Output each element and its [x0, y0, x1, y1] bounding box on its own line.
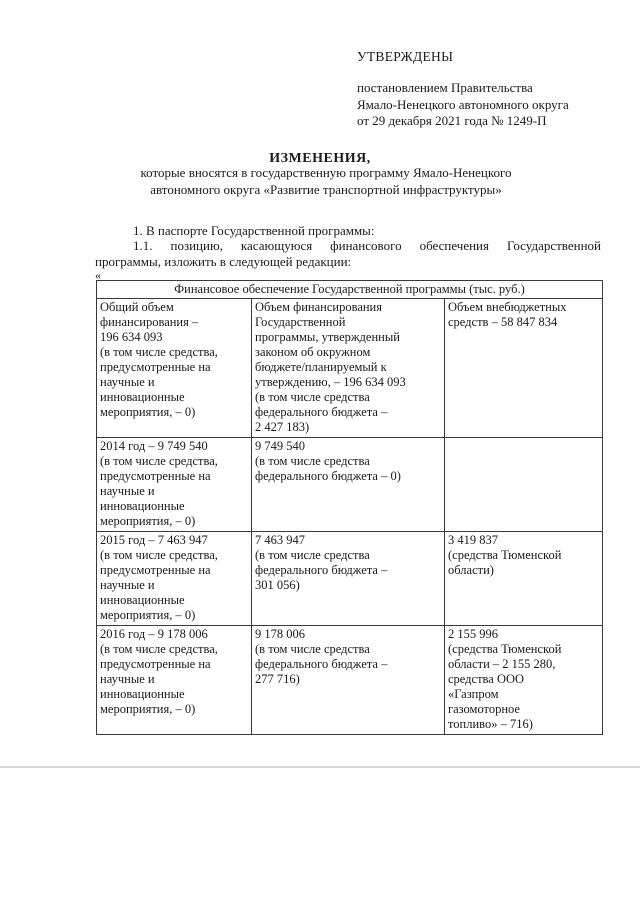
table-cell	[97, 626, 252, 735]
cell-text-line: Объем финансирования	[255, 300, 382, 314]
cell-text-line: области – 2 155 280,	[448, 657, 556, 671]
table-cell	[445, 438, 603, 532]
cell-text-line: научные и	[100, 484, 155, 498]
cell-text-line: 2 427 183)	[255, 420, 310, 434]
cell-text-line: 301 056)	[255, 578, 300, 592]
table-cell	[97, 299, 252, 438]
table-row	[97, 438, 603, 532]
paragraph-1-1	[95, 238, 601, 270]
cell-text-line: топливо» – 716)	[448, 717, 533, 731]
table-header-cell: Финансовое обеспечение Государственной программы (тыс. руб.)	[97, 281, 603, 299]
cell-text-line: 2 155 996	[448, 627, 498, 641]
cell-text-line: Общий объем	[100, 300, 174, 314]
cell-text-line: 9 749 540	[255, 439, 305, 453]
financing-table	[96, 280, 603, 735]
opening-quote: «	[95, 268, 101, 282]
cell-text-line: 196 634 093	[100, 330, 163, 344]
cell-text-line: мероприятия, – 0)	[100, 405, 196, 419]
subtitle-line: которые вносятся в государственную программу Ямало-Ненецкого	[140, 165, 512, 180]
document-title: ИЗМЕНЕНИЯ,	[269, 151, 371, 166]
paragraph-1: 1. В паспорте Государственной программы:	[133, 223, 375, 238]
cell-text-line: 2016 год – 9 178 006	[100, 627, 208, 641]
paragraph-line: программы, изложить в следующей редакции:	[95, 254, 352, 269]
approval-block	[357, 80, 569, 130]
cell-text-line: инновационные	[100, 687, 185, 701]
cell-text-line: 2015 год – 7 463 947	[100, 533, 208, 547]
cell-text-line: инновационные	[100, 499, 185, 513]
approval-heading: УТВЕРЖДЕНЫ	[357, 49, 454, 64]
cell-text-line: финансирования –	[100, 315, 199, 329]
approval-line: от 29 декабря 2021 года № 1249-П	[357, 113, 547, 128]
table-cell	[252, 438, 445, 532]
cell-text-line: (в том числе средства,	[100, 548, 218, 562]
cell-text-line: средства ООО	[448, 672, 525, 686]
cell-text-line: программы, утвержденный	[255, 330, 400, 344]
table-row	[97, 299, 603, 438]
cell-text-line: предусмотренные на	[100, 469, 211, 483]
blank-area	[0, 768, 640, 905]
cell-text-line: «Газпром	[448, 687, 499, 701]
table-cell	[445, 626, 603, 735]
cell-text-line: (в том числе средства	[255, 548, 370, 562]
cell-text-line: Государственной	[255, 315, 346, 329]
table-header-row	[97, 281, 603, 299]
cell-text-line: инновационные	[100, 593, 185, 607]
table-cell	[252, 626, 445, 735]
cell-text-line: федерального бюджета – 0)	[255, 469, 401, 483]
cell-text-line: (средства Тюменской	[448, 548, 562, 562]
cell-text-line: мероприятия, – 0)	[100, 702, 196, 716]
cell-text-line: Объем внебюджетных	[448, 300, 567, 314]
cell-text-line: научные и	[100, 375, 155, 389]
cell-text-line: мероприятия, – 0)	[100, 608, 196, 622]
cell-text-line: мероприятия, – 0)	[100, 514, 196, 528]
cell-text-line: научные и	[100, 672, 155, 686]
cell-text-line: предусмотренные на	[100, 657, 211, 671]
cell-text-line: предусмотренные на	[100, 563, 211, 577]
table-row	[97, 626, 603, 735]
cell-text-line: научные и	[100, 578, 155, 592]
cell-text-line: бюджете/планируемый к	[255, 360, 387, 374]
cell-text-line: (средства Тюменской	[448, 642, 562, 656]
table-cell	[252, 532, 445, 626]
table-cell	[97, 438, 252, 532]
cell-text-line: 9 178 006	[255, 627, 305, 641]
cell-text-line: (в том числе средства,	[100, 345, 218, 359]
cell-text-line: предусмотренные на	[100, 360, 211, 374]
cell-text-line: 2014 год – 9 749 540	[100, 439, 208, 453]
cell-text-line: 3 419 837	[448, 533, 498, 547]
cell-text-line: инновационные	[100, 390, 185, 404]
cell-text-line: федерального бюджета –	[255, 657, 388, 671]
paragraph-line: 1.1. позицию, касающуюся финансового обеспечения Государственной	[133, 238, 601, 253]
approval-line: Ямало-Ненецкого автономного округа	[357, 96, 569, 112]
table-cell	[445, 532, 603, 626]
table-row	[97, 532, 603, 626]
table-cell	[252, 299, 445, 438]
cell-text-line: (в том числе средства	[255, 390, 370, 404]
cell-text-line: 277 716)	[255, 672, 300, 686]
cell-text-line: законом об окружном	[255, 345, 371, 359]
approval-line: постановлением Правительства	[357, 80, 533, 95]
subtitle-line: автономного округа «Развитие транспортной инфраструктуры»	[150, 181, 502, 197]
cell-text-line: газомоторное	[448, 702, 520, 716]
cell-text-line: (в том числе средства	[255, 642, 370, 656]
cell-text-line: средств – 58 847 834	[448, 315, 558, 329]
cell-text-line: (в том числе средства,	[100, 642, 218, 656]
cell-text-line: федерального бюджета –	[255, 563, 388, 577]
document-subtitle	[100, 165, 552, 198]
cell-text-line: федерального бюджета –	[255, 405, 388, 419]
cell-text-line: утверждению, – 196 634 093	[255, 375, 406, 389]
table-cell	[97, 532, 252, 626]
cell-text-line: области)	[448, 563, 494, 577]
cell-text-line: (в том числе средства	[255, 454, 370, 468]
table-cell	[445, 299, 603, 438]
cell-text-line: 7 463 947	[255, 533, 305, 547]
cell-text-line: (в том числе средства,	[100, 454, 218, 468]
